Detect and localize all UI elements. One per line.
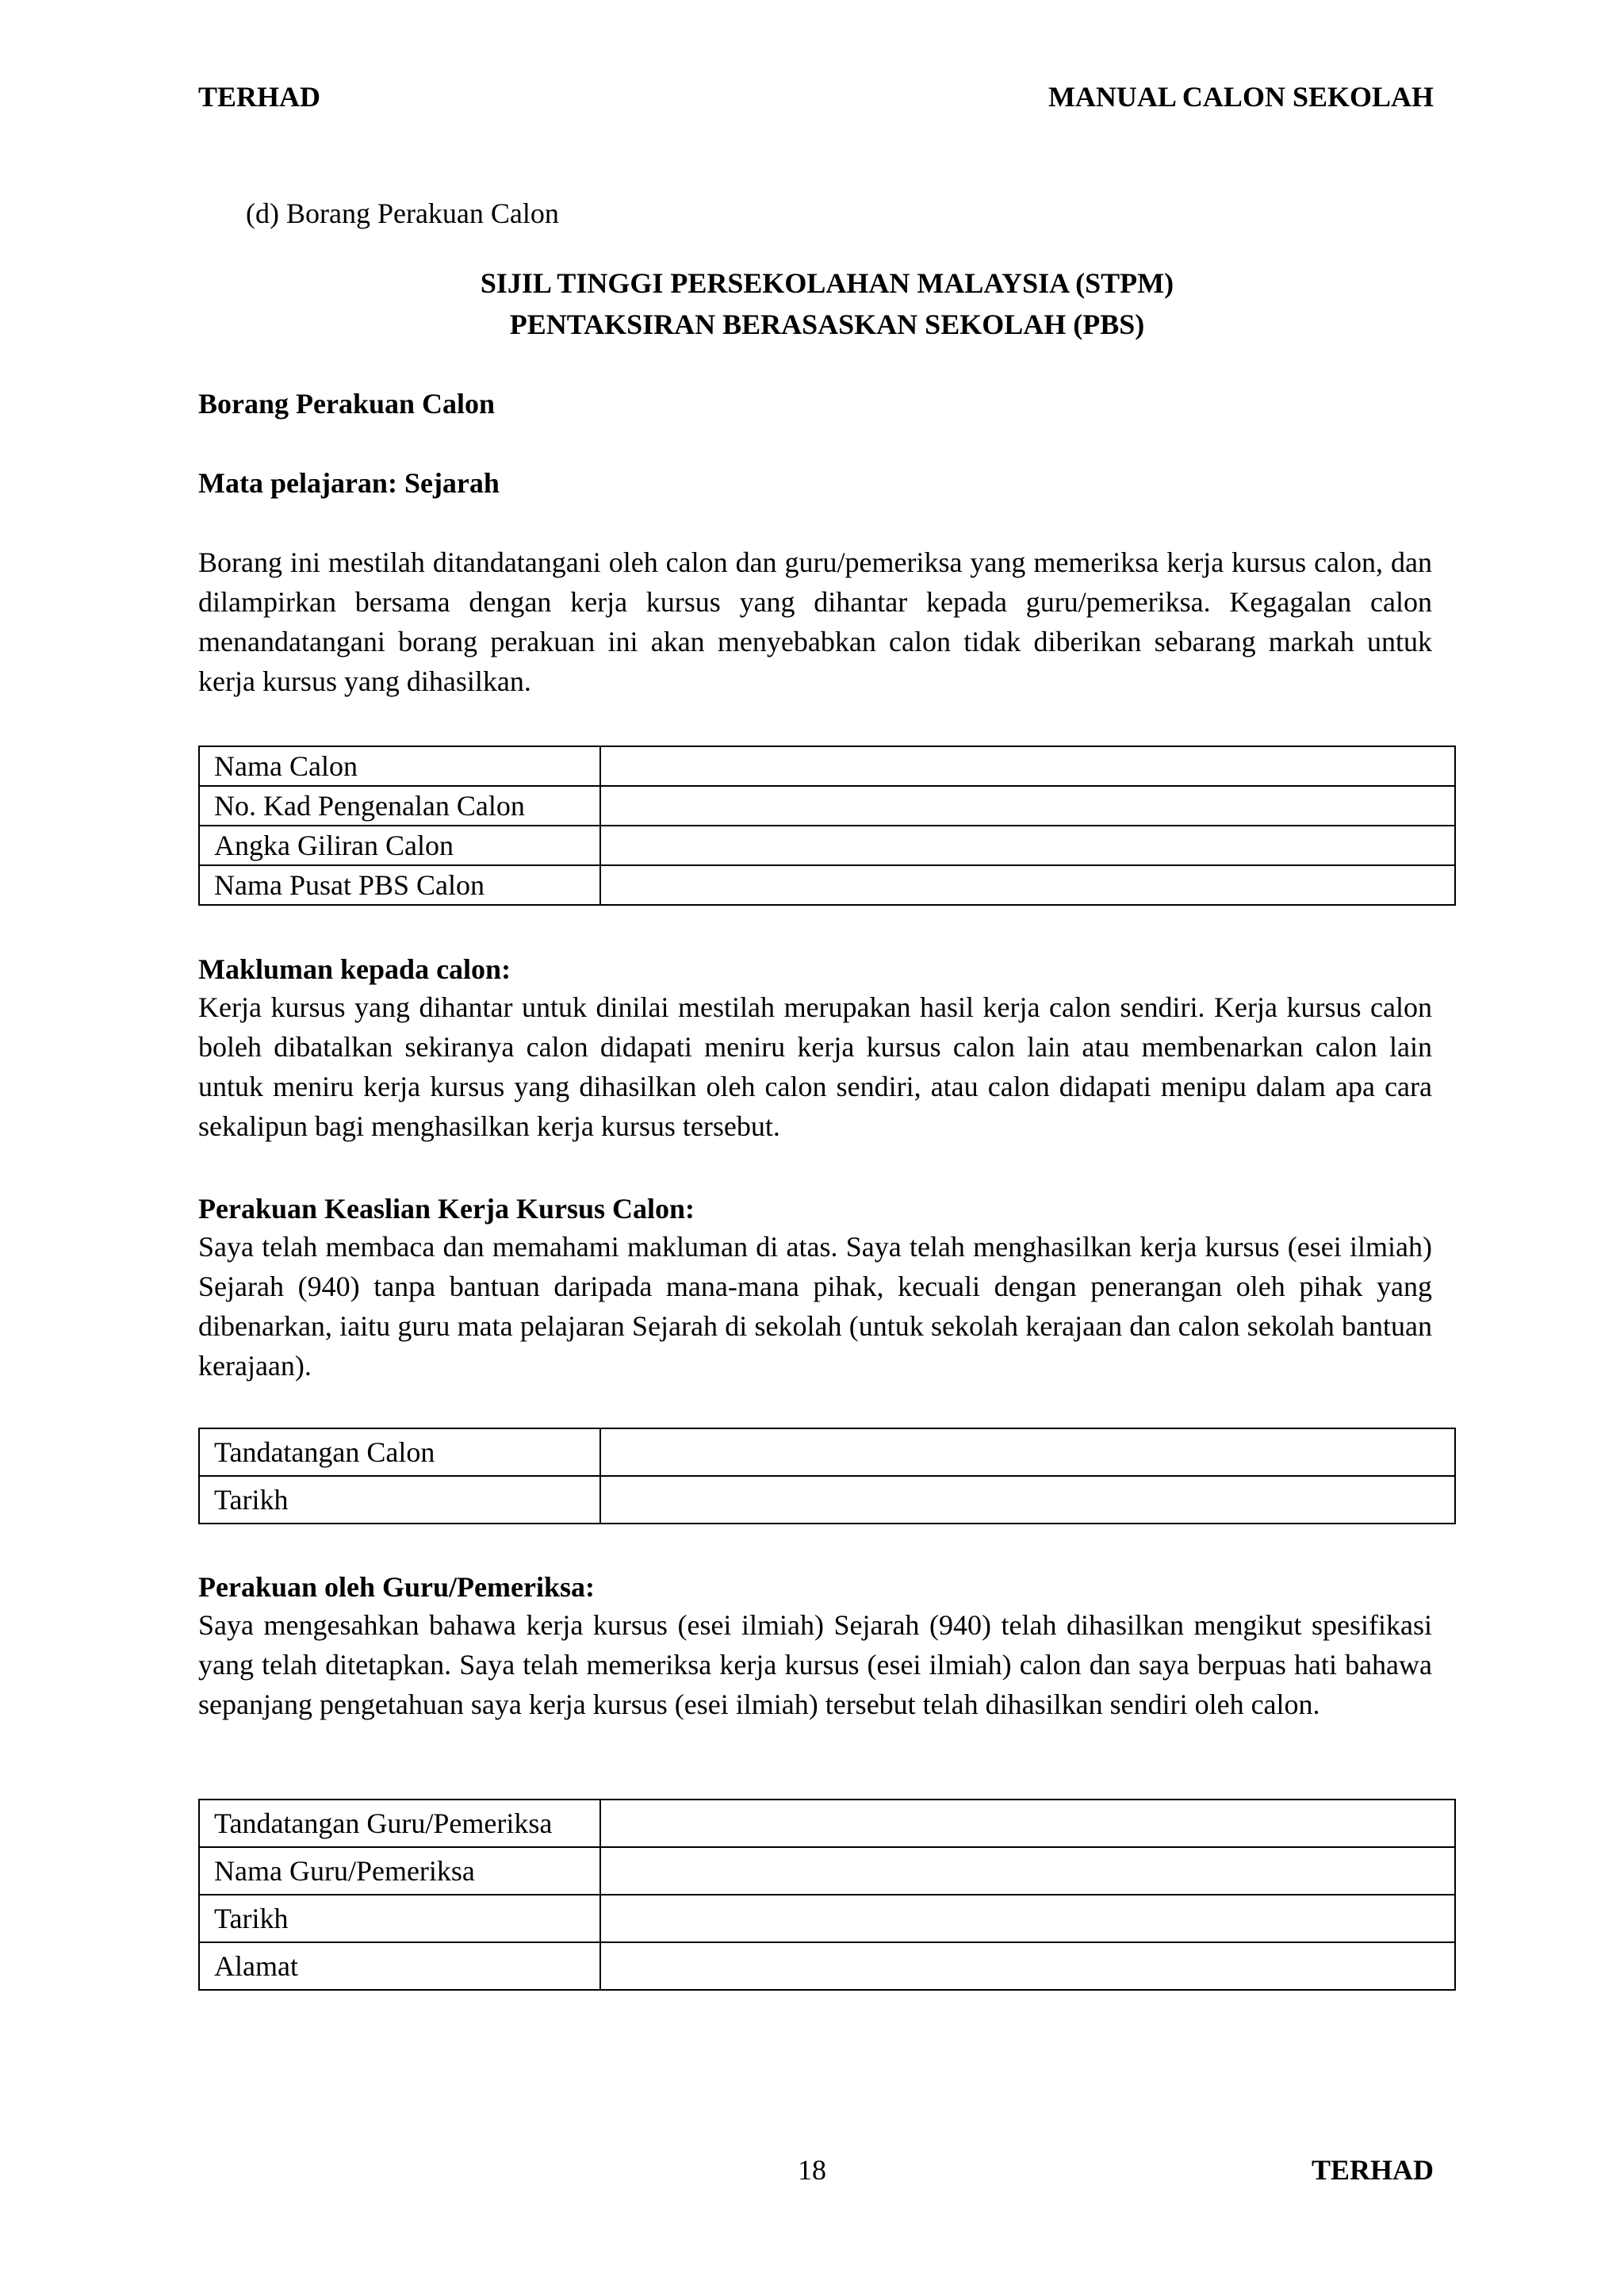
row-label: Tandatangan Guru/Pemeriksa [199,1800,600,1847]
teacher-heading: Perakuan oleh Guru/Pemeriksa: [198,1571,595,1603]
row-label: Nama Guru/Pemeriksa [199,1847,600,1895]
document-title-line2: PENTAKSIRAN BERASASKAN SEKOLAH (PBS) [509,309,1145,340]
candidate-ic-field[interactable] [600,786,1455,826]
teacher-signature-table [198,1799,1456,1991]
candidate-signature-table [198,1428,1456,1524]
table-row [199,1800,1455,1847]
candidate-index-field[interactable] [600,826,1455,865]
footer-classification: TERHAD [1311,2154,1434,2186]
row-label: Tarikh [199,1476,600,1524]
subject-label: Mata pelajaran: Sejarah [198,467,500,499]
table-row [199,1476,1455,1524]
row-label: Nama Pusat PBS Calon [199,865,600,905]
table-row [199,1942,1455,1990]
candidate-name-field[interactable] [600,746,1455,786]
row-label: Nama Calon [199,746,600,786]
table-row [199,826,1455,865]
row-label: Tandatangan Calon [199,1428,600,1476]
form-title: Borang Perakuan Calon [198,388,496,420]
candidate-date-field[interactable] [600,1476,1455,1524]
row-label: Tarikh [199,1895,600,1942]
teacher-signature-field[interactable] [600,1800,1455,1847]
section-subitem: (d) Borang Perakuan Calon [246,197,559,229]
candidate-info-table [198,746,1456,906]
candidate-signature-field[interactable] [600,1428,1455,1476]
intro-paragraph: Borang ini mestilah ditandatangani oleh calon dan guru/pemeriksa yang memeriksa kerja kursus calon, dan dilampirkan bersama dengan kerja kursus yang dihantar kepada guru/pemeriksa. Kegagalan calon menandatangani borang perakuan ini akan menyebabkan calon tidak diberikan sebarang markah untuk kerja kursus yang dihasilkan. [198,546,1432,697]
teacher-address-field[interactable] [600,1942,1455,1990]
teacher-name-field[interactable] [600,1847,1455,1895]
candidate-center-field[interactable] [600,865,1455,905]
row-label: Alamat [199,1942,600,1990]
info-paragraph: Kerja kursus yang dihantar untuk dinilai mestilah merupakan hasil kerja calon sendiri. Kerja kursus calon boleh dibatalkan sekiranya calon didapati meniru kerja kursus calon lain atau membenarkan calon lain untuk meniru kerja kursus yang dihasilkan oleh calon sendiri, atau calon didapati menipu dalam apa cara sekalipun bagi menghasilkan kerja kursus tersebut. [198,991,1432,1142]
table-row [199,746,1455,786]
teacher-paragraph: Saya mengesahkan bahawa kerja kursus (esei ilmiah) Sejarah (940) telah dihasilkan mengikut spesifikasi yang telah ditetapkan. Saya telah memeriksa kerja kursus (esei ilmiah) calon dan saya berpuas hati bahawa sepanjang pengetahuan saya kerja kursus (esei ilmiah) tersebut telah dihasilkan sendiri oleh calon. [198,1609,1432,1720]
document-title-line1: SIJIL TINGGI PERSEKOLAHAN MALAYSIA (STPM) [480,267,1174,299]
declaration-heading: Perakuan Keaslian Kerja Kursus Calon: [198,1193,695,1225]
row-label: No. Kad Pengenalan Calon [199,786,600,826]
table-row [199,1428,1455,1476]
info-heading: Makluman kepada calon: [198,953,511,985]
teacher-date-field[interactable] [600,1895,1455,1942]
row-label: Angka Giliran Calon [199,826,600,865]
table-row [199,865,1455,905]
page-number: 18 [798,2154,826,2186]
header-manual-title: MANUAL CALON SEKOLAH [1048,81,1434,113]
table-row [199,1847,1455,1895]
declaration-paragraph: Saya telah membaca dan memahami makluman di atas. Saya telah menghasilkan kerja kursus (esei ilmiah) Sejarah (940) tanpa bantuan daripada mana-mana pihak, kecuali dengan penerangan oleh pihak yang dibenarkan, iaitu guru mata pelajaran Sejarah di sekolah (untuk sekolah kerajaan dan calon sekolah bantuan kerajaan). [198,1231,1432,1382]
table-row [199,1895,1455,1942]
table-row [199,786,1455,826]
header-classification: TERHAD [198,81,321,113]
